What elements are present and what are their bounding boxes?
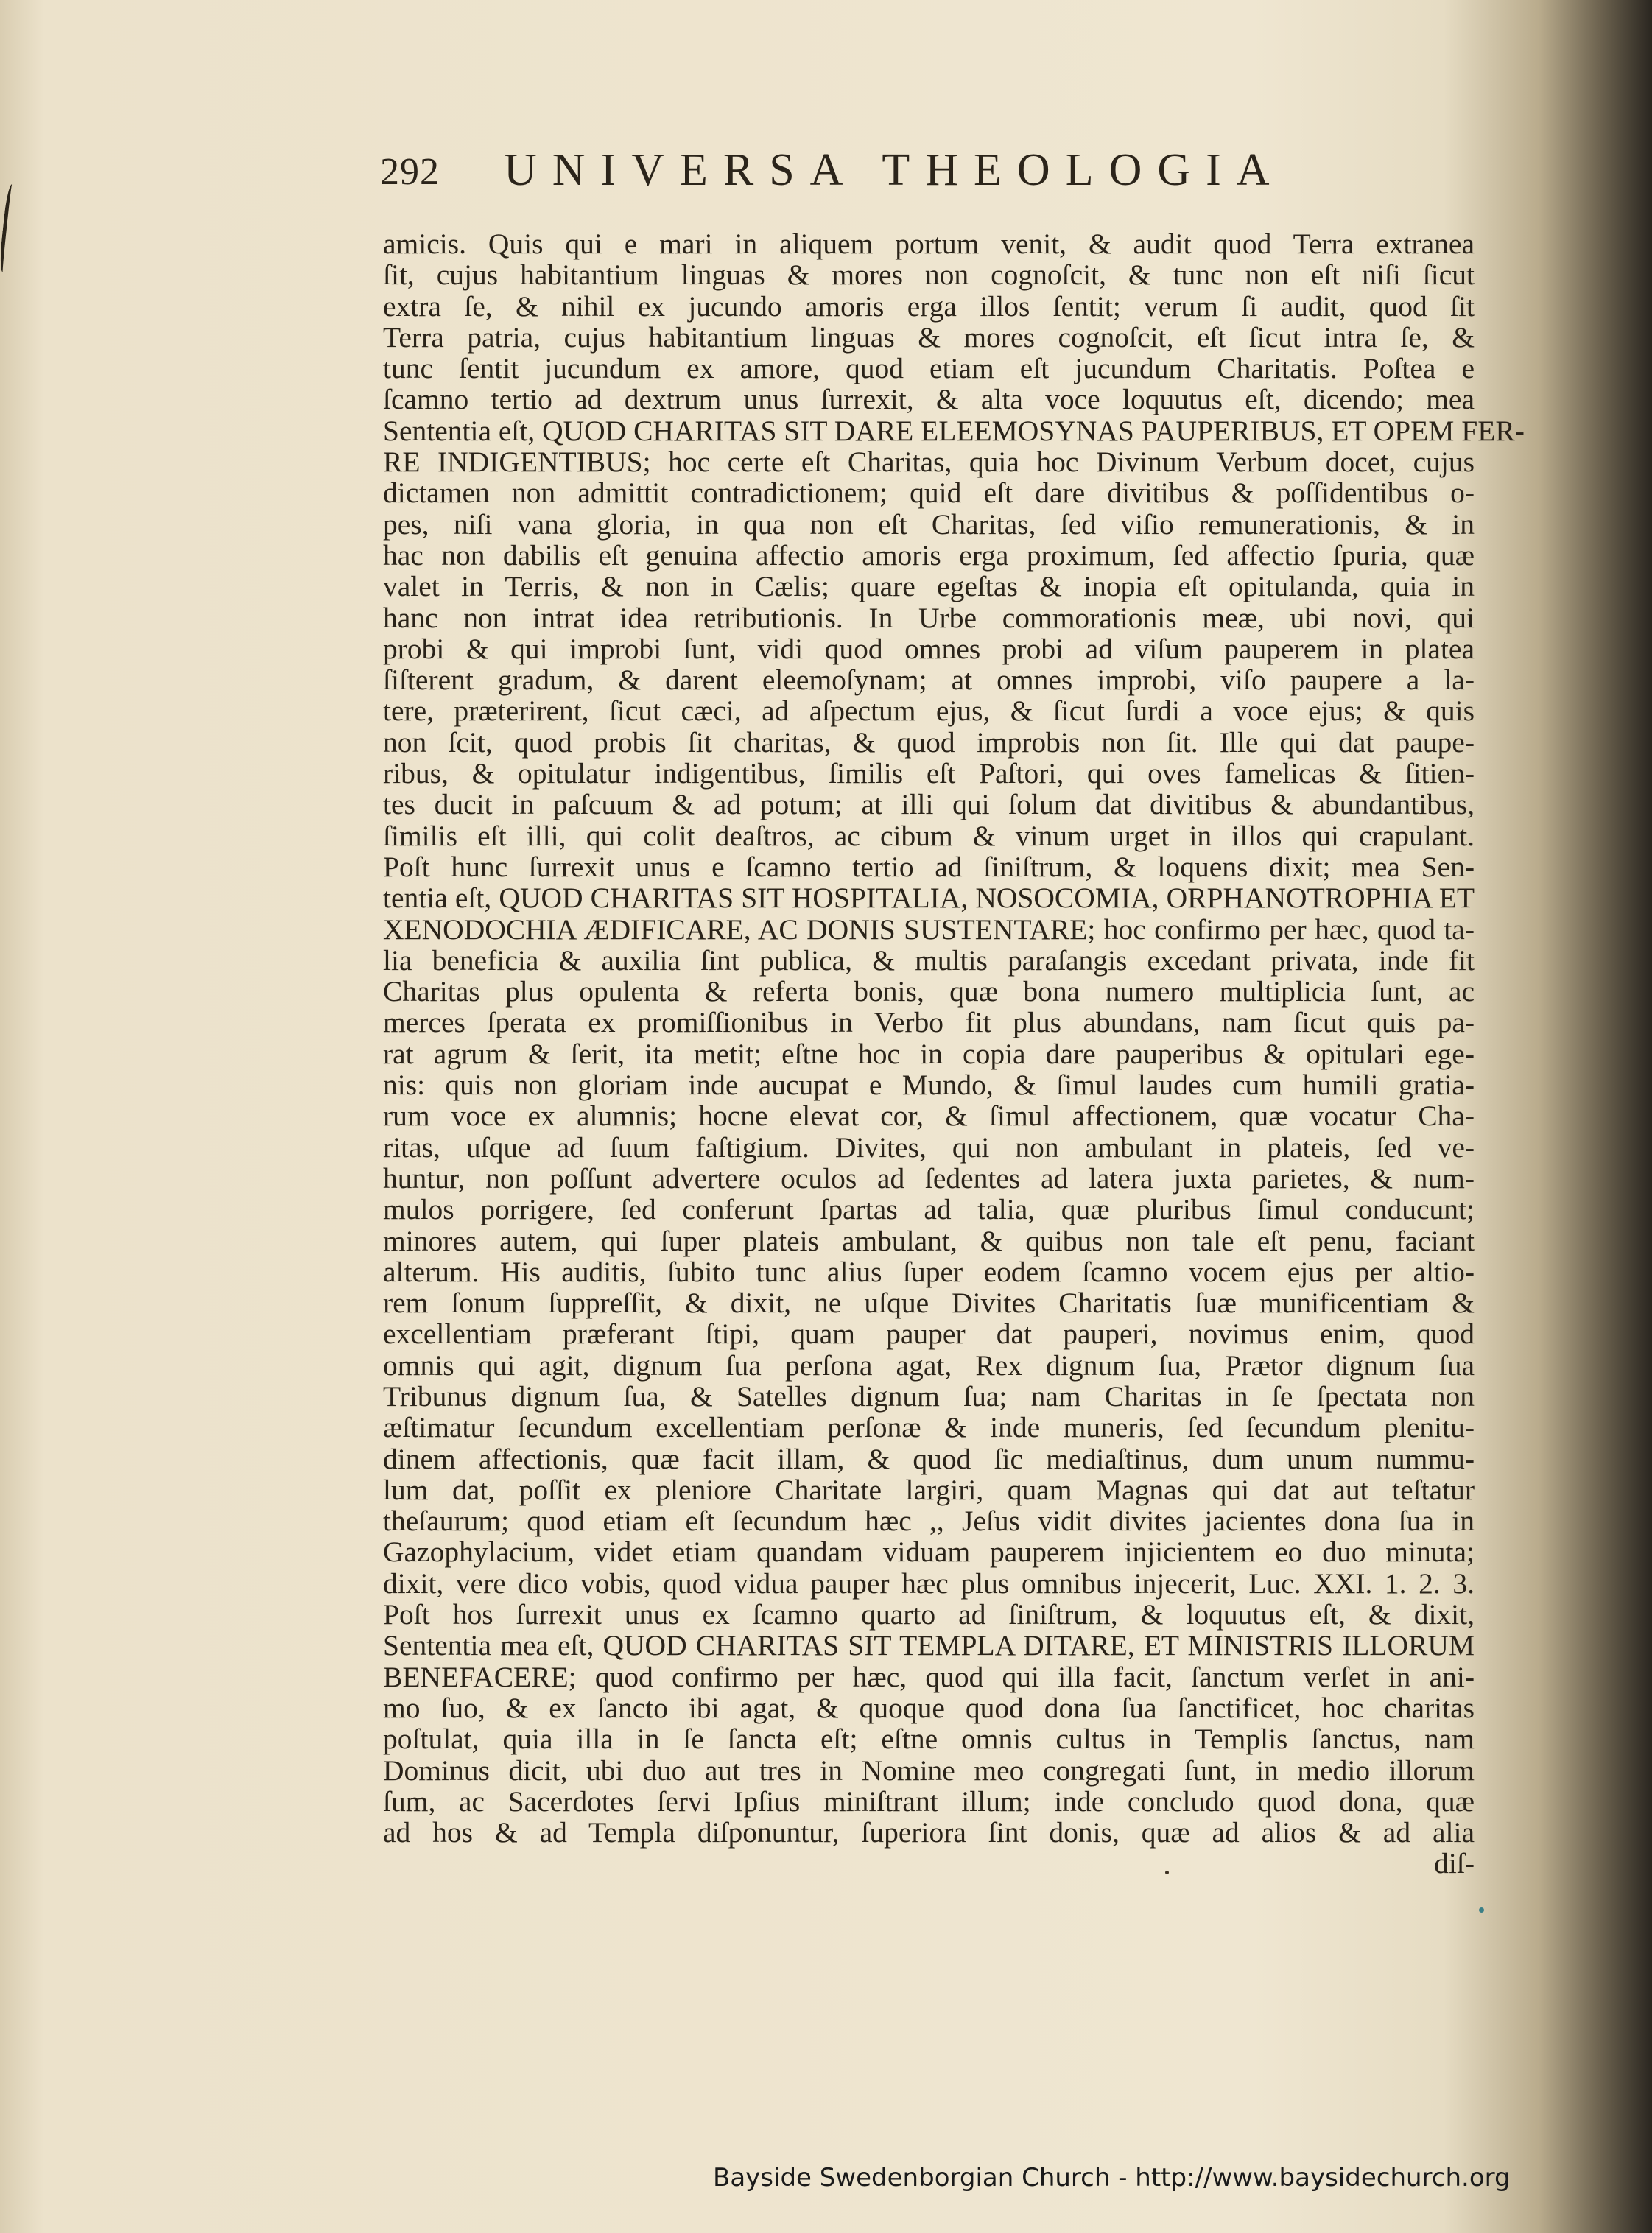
text-line: pes, niſi vana gloria, in qua non eſt Charitas, ſed viſio remunerationis, & in: [383, 507, 1475, 541]
text-line: omnis qui agit, dignum ſua perſona agat, Rex dignum ſua, Prætor dignum ſua: [383, 1348, 1475, 1382]
text-line: Poſt hunc ſurrexit unus e ſcamno tertio ad ſiniſtrum, & loquens dixit; mea Sen-: [383, 850, 1475, 883]
text-line: non ſcit, quod probis ſit charitas, & quod improbis non ſit. Ille qui dat paupe-: [383, 725, 1475, 759]
ink-speck: [1165, 1871, 1169, 1874]
page-number: 292: [380, 151, 440, 193]
body-text: [383, 228, 1525, 1880]
text-line: diſ-: [1434, 1847, 1475, 1880]
text-line: Dominus dicit, ubi duo aut tres in Nomine meo congregati ſunt, in medio illorum: [383, 1754, 1475, 1787]
text-line: Poſt hos ſurrexit unus ex ſcamno quarto ad ſiniſtrum, & loquutus eſt, & dixit,: [383, 1598, 1475, 1631]
text-line: alterum. His auditis, ſubito tunc alius ſuper eodem ſcamno vocem ejus per altio-: [383, 1255, 1475, 1288]
text-line: hac non dabilis eſt genuina affectio amoris erga proximum, ſed affectio ſpuria, quæ: [383, 538, 1475, 572]
text-line: rum voce ex alumnis; hocne elevat cor, & ſimul affectionem, quæ vocatur Cha-: [383, 1100, 1475, 1133]
text-line: rem ſonum ſuppreſſit, & dixit, ne uſque Divites Charitatis ſuæ munificentiam &: [383, 1287, 1475, 1320]
text-line: merces ſperata ex promiſſionibus in Verbo fit plus abundans, nam ſicut quis pa-: [383, 1006, 1475, 1039]
text-line: tere, præterirent, ſicut cæci, ad aſpectum ejus, & ſicut ſurdi a voce ejus; & quis: [383, 694, 1475, 728]
text-line: minores autem, qui ſuper plateis ambulant, & quibus non tale eſt penu, faciant: [383, 1224, 1475, 1257]
text-line: Terra patria, cujus habitantium linguas & mores cognoſcit, eſt ſicut intra ſe, &: [383, 320, 1475, 354]
page-header: [380, 144, 1352, 203]
text-line: huntur, non poſſunt advertere oculos ad ſedentes ad latera juxta parietes, & num-: [383, 1161, 1475, 1195]
running-title: UNIVERSA THEOLOGIA: [504, 145, 1285, 195]
text-line: tentia eſt, QUOD CHARITAS SIT HOSPITALIA, NOSOCOMIA, ORPHANOTROPHIA ET: [383, 882, 1475, 915]
text-line: rat agrum & ſerit, ita metit; eſtne hoc in copia dare pauperibus & opitulari ege-: [383, 1037, 1475, 1070]
text-line: tes ducit in paſcuum & ad potum; at illi qui ſolum dat divitibus & abundantibus,: [383, 788, 1475, 821]
text-line: ribus, & opitulatur indigentibus, ſimilis eſt Paſtori, qui oves famelicas & ſitien-: [383, 757, 1475, 790]
text-line: Charitas plus opulenta & referta bonis, quæ bona numero multiplicia ſunt, ac: [383, 975, 1475, 1008]
text-line: XENODOCHIA ÆDIFICARE, AC DONIS SUSTENTARE; hoc confirmo per hæc, quod ta-: [383, 912, 1475, 946]
text-line: mo ſuo, & ex ſancto ibi agat, & quoque quod dona ſua ſanctificet, hoc charitas: [383, 1691, 1475, 1724]
text-line: Sententia eſt, QUOD CHARITAS SIT DARE ELEEMOSYNAS PAUPERIBUS, ET OPEM FER-: [383, 414, 1525, 447]
text-line: nis: quis non gloriam inde aucupat e Mundo, & ſimul laudes cum humili gratia-: [383, 1069, 1475, 1102]
text-line: tunc ſentit jucundum ex amore, quod etiam eſt jucundum Charitatis. Poſtea e: [383, 352, 1475, 385]
text-line: Sententia mea eſt, QUOD CHARITAS SIT TEMPLA DITARE, ET MINISTRIS ILLORUM: [383, 1629, 1475, 1662]
text-line: ritas, uſque ad ſuum faſtigium. Divites, qui non ambulant in plateis, ſed ve-: [383, 1130, 1475, 1164]
text-line: probi & qui improbi ſunt, vidi quod omnes probi ad viſum pauperem in platea: [383, 632, 1475, 665]
text-line: excellentiam præferant ſtipi, quam pauper dat pauperi, novimus enim, quod: [383, 1318, 1475, 1351]
text-line: ſcamno tertio ad dextrum unus ſurrexit, & alta voce loquutus eſt, dicendo; mea: [383, 383, 1475, 416]
ink-speck: [1479, 1907, 1484, 1913]
text-line: Tribunus dignum ſua, & Satelles dignum ſua; nam Charitas in ſe ſpectata non: [383, 1379, 1475, 1413]
text-line: ſum, ac Sacerdotes ſervi Ipſius miniſtrant illum; inde concludo quod dona, quæ: [383, 1784, 1475, 1818]
text-line: ſit, cujus habitantium linguas & mores non cognoſcit, & tunc non eſt niſi ſicut: [383, 259, 1475, 292]
text-line: dinem affectionis, quæ facit illam, & quod ſic mediaſtinus, dum unum nummu-: [383, 1442, 1475, 1475]
text-line: theſaurum; quod etiam eſt ſecundum hæc ,, Jeſus vidit divites jacientes dona ſua in: [383, 1505, 1475, 1538]
text-line: valet in Terris, & non in Cælis; quare egeſtas & inopia eſt opitulanda, quia in: [383, 570, 1475, 603]
text-line: ad hos & ad Templa diſponuntur, ſuperiora ſint donis, quæ ad alios & ad alia: [383, 1816, 1475, 1849]
text-line: lum dat, poſſit ex pleniore Charitate largiri, quam Magnas qui dat aut teſtatur: [383, 1473, 1475, 1506]
text-line: poſtulat, quia illa in ſe ſancta eſt; eſtne omnis cultus in Templis ſanctus, nam: [383, 1723, 1475, 1756]
text-line: hanc non intrat idea retributionis. In Urbe commorationis meæ, ubi novi, qui: [383, 601, 1475, 634]
text-line: BENEFACERE; quod confirmo per hæc, quod qui illa facit, ſanctum verſet in ani-: [383, 1660, 1475, 1693]
text-line: RE INDIGENTIBUS; hoc certe eſt Charitas, quia hoc Divinum Verbum docet, cujus: [383, 446, 1475, 479]
text-line: dictamen non admittit contradictionem; quid eſt dare divitibus & poſſidentibus o-: [383, 477, 1475, 510]
text-line: Gazophylacium, videt etiam quandam viduam pauperem injicientem eo duo minuta;: [383, 1536, 1475, 1569]
text-line: lia beneficia & auxilia ſint publica, & multis paraſangis excedant privata, inde fit: [383, 943, 1475, 977]
text-line: amicis. Quis qui e mari in aliquem portum venit, & audit quod Terra extranea: [383, 228, 1475, 260]
watermark-banner: Bayside Swedenborgian Church - http://www.baysidechurch.org: [713, 2163, 1511, 2192]
text-line: ſiſterent gradum, & darent eleemoſynam; at omnes improbi, viſo paupere a la-: [383, 664, 1475, 697]
text-line: æſtimatur ſecundum excellentiam perſonæ & inde muneris, ſed ſecundum plenitu-: [383, 1411, 1475, 1444]
text-line: dixit, vere dico vobis, quod vidua pauper hæc plus omnibus injecerit, Luc. XXI. 1. 2. 3.: [383, 1566, 1475, 1600]
text-line: extra ſe, & nihil ex jucundo amoris erga illos ſentit; verum ſi audit, quod ſit: [383, 289, 1475, 323]
text-line: mulos porrigere, ſed conferunt ſpartas ad talia, quæ pluribus ſimul conducunt;: [383, 1193, 1475, 1226]
text-line: ſimilis eſt illi, qui colit deaſtros, ac cibum & vinum urget in illos qui crapulant.: [383, 819, 1475, 852]
